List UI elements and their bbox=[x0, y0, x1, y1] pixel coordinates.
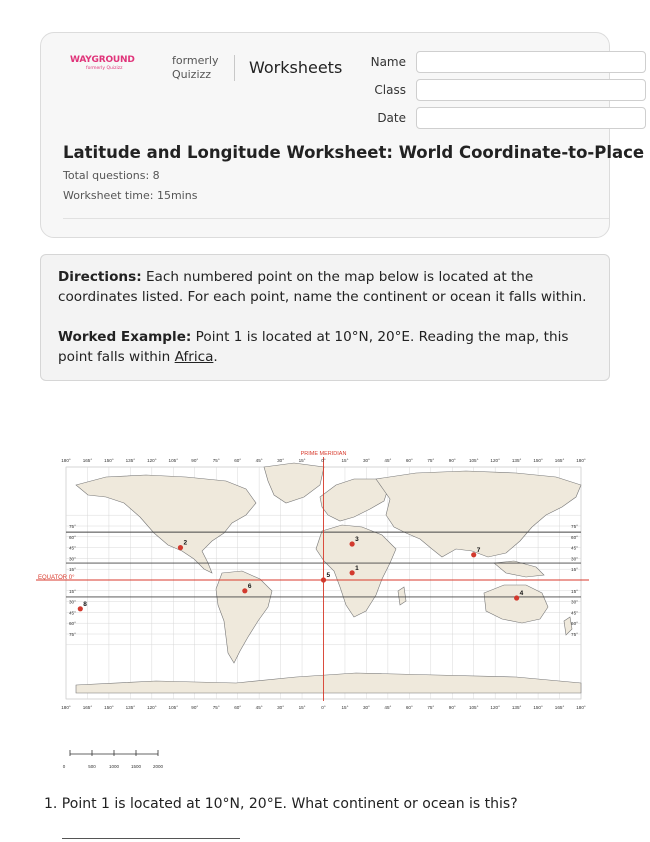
latitude-tick-label-right: 45° bbox=[571, 610, 578, 616]
longitude-tick-label-top: 150° bbox=[104, 458, 114, 463]
latitude-tick-label-right: 45° bbox=[571, 545, 578, 551]
longitude-tick-label-top: 0° bbox=[321, 458, 326, 463]
longitude-tick-label-bottom: 75° bbox=[212, 705, 220, 710]
longitude-tick-label-bottom: 150° bbox=[533, 705, 543, 710]
longitude-tick-label-bottom: 105° bbox=[168, 705, 179, 710]
longitude-tick-label-top: 150° bbox=[533, 458, 543, 463]
longitude-tick-label-bottom: 75° bbox=[427, 705, 435, 710]
map-point-6 bbox=[242, 588, 247, 593]
latitude-tick-label-left: 60° bbox=[69, 534, 76, 540]
longitude-tick-label-top: 120° bbox=[147, 458, 157, 463]
longitude-tick-label-bottom: 15° bbox=[298, 705, 306, 710]
latitude-tick-label-right: 30° bbox=[571, 599, 578, 605]
worked-example-paragraph bbox=[58, 327, 592, 367]
formerly-line1: formerly bbox=[172, 54, 219, 67]
longitude-tick-label-top: 90° bbox=[448, 458, 456, 463]
worksheet-title: Latitude and Longitude Worksheet: World Coordinate-to-Place bbox=[63, 143, 645, 162]
longitude-tick-label-bottom: 15° bbox=[341, 705, 349, 710]
longitude-tick-label-bottom: 165° bbox=[82, 705, 93, 710]
longitude-tick-label-top: 45° bbox=[384, 458, 392, 463]
map-point-label-3: 3 bbox=[355, 536, 359, 543]
latitude-tick-label-left: 30° bbox=[69, 556, 76, 562]
latitude-tick-label-right: 30° bbox=[571, 556, 578, 562]
longitude-tick-label-top: 165° bbox=[82, 458, 93, 463]
longitude-tick-label-top: 105° bbox=[168, 458, 179, 463]
equator-label: EQUATOR 0° bbox=[38, 575, 75, 581]
map-point-2 bbox=[178, 545, 183, 550]
map-point-7 bbox=[471, 552, 476, 557]
name-field[interactable] bbox=[416, 51, 646, 73]
directions-text: Each numbered point on the map below is located at the coordinates listed. For each point, name the continent or ocean it falls within. bbox=[58, 269, 587, 305]
map-point-5 bbox=[321, 577, 326, 582]
scale-bar-label: 0 bbox=[62, 764, 66, 769]
longitude-tick-label-top: 135° bbox=[125, 458, 136, 463]
longitude-tick-label-top: 30° bbox=[277, 458, 285, 463]
longitude-tick-label-bottom: 45° bbox=[384, 705, 392, 710]
worksheet-header bbox=[40, 32, 645, 238]
latitude-tick-label-right: 15° bbox=[571, 588, 578, 594]
world-map bbox=[36, 445, 596, 720]
latitude-tick-label-left: 45° bbox=[69, 545, 76, 551]
longitude-tick-label-bottom: 30° bbox=[362, 705, 370, 710]
map-point-3 bbox=[350, 541, 355, 546]
longitude-tick-label-top: 180° bbox=[61, 458, 71, 463]
longitude-tick-label-top: 75° bbox=[212, 458, 220, 463]
longitude-tick-label-bottom: 0° bbox=[321, 705, 326, 710]
latitude-tick-label-left: 30° bbox=[69, 599, 76, 605]
map-point-label-6: 6 bbox=[247, 582, 252, 590]
longitude-tick-label-top: 165° bbox=[554, 458, 565, 463]
longitude-tick-label-bottom: 180° bbox=[576, 705, 586, 710]
longitude-tick-label-top: 75° bbox=[427, 458, 435, 463]
longitude-tick-label-bottom: 120° bbox=[490, 705, 500, 710]
longitude-tick-label-top: 135° bbox=[511, 458, 522, 463]
latitude-tick-label-right: 60° bbox=[571, 621, 578, 627]
directions-box bbox=[40, 254, 610, 381]
latitude-tick-label-left: 75° bbox=[69, 632, 76, 637]
worked-example-label: Worked Example: bbox=[58, 329, 192, 345]
latitude-tick-label-left: 15° bbox=[69, 567, 76, 573]
logo-subtext: formerly Quizizz bbox=[86, 66, 123, 71]
longitude-tick-label-bottom: 165° bbox=[554, 705, 565, 710]
longitude-tick-label-top: 60° bbox=[234, 458, 242, 463]
question-1: 1. Point 1 is located at 10°N, 20°E. What continent or ocean is this? bbox=[44, 796, 518, 812]
scale-bar-label: 1000 bbox=[108, 764, 120, 769]
latitude-tick-label-right: 15° bbox=[571, 567, 578, 573]
class-field[interactable] bbox=[416, 79, 646, 101]
header-divider bbox=[234, 55, 235, 81]
class-label: Class bbox=[374, 83, 406, 97]
latitude-tick-label-left: 75° bbox=[69, 524, 76, 529]
longitude-tick-label-top: 120° bbox=[490, 458, 500, 463]
longitude-tick-label-top: 15° bbox=[298, 458, 306, 463]
date-field[interactable] bbox=[416, 107, 646, 129]
longitude-tick-label-top: 105° bbox=[468, 458, 479, 463]
scale-bar-label: 2000 bbox=[152, 764, 164, 769]
longitude-tick-label-bottom: 60° bbox=[405, 705, 413, 710]
worked-example-end: . bbox=[213, 349, 218, 365]
scale-bar-label: 1500 bbox=[130, 764, 142, 769]
longitude-tick-label-bottom: 120° bbox=[147, 705, 157, 710]
latitude-tick-label-left: 45° bbox=[69, 610, 76, 616]
longitude-tick-label-top: 60° bbox=[405, 458, 413, 463]
map-point-label-1: 1 bbox=[355, 564, 359, 572]
latitude-tick-label-right: 60° bbox=[571, 534, 578, 540]
longitude-tick-label-top: 15° bbox=[341, 458, 349, 463]
date-label: Date bbox=[377, 111, 406, 125]
name-label: Name bbox=[370, 55, 406, 69]
longitude-tick-label-bottom: 105° bbox=[468, 705, 479, 710]
formerly-line2: Quizizz bbox=[172, 68, 212, 81]
map-point-label-5: 5 bbox=[326, 572, 331, 579]
map-point-1 bbox=[350, 570, 355, 575]
header-rule bbox=[63, 218, 609, 219]
latitude-tick-label-right: 75° bbox=[571, 632, 578, 637]
longitude-tick-label-bottom: 90° bbox=[448, 705, 456, 710]
latitude-tick-label-left: 15° bbox=[69, 588, 76, 594]
worksheets-label: Worksheets bbox=[249, 58, 343, 77]
scale-bar bbox=[60, 748, 170, 772]
logo-text: WAYGROUND bbox=[70, 55, 135, 65]
map-point-label-4: 4 bbox=[519, 590, 524, 597]
map-point-4 bbox=[514, 595, 519, 600]
longitude-tick-label-bottom: 30° bbox=[277, 705, 285, 710]
longitude-tick-label-top: 90° bbox=[191, 458, 199, 463]
directions-paragraph bbox=[58, 267, 592, 307]
prime-meridian-label: PRIME MERIDIAN bbox=[300, 451, 347, 457]
worksheet-time: Worksheet time: 15mins bbox=[63, 189, 198, 202]
longitude-tick-label-bottom: 45° bbox=[255, 705, 263, 710]
longitude-tick-label-bottom: 90° bbox=[191, 705, 199, 710]
answer-line-1[interactable] bbox=[62, 838, 240, 839]
longitude-tick-label-top: 30° bbox=[362, 458, 370, 463]
longitude-tick-label-top: 180° bbox=[576, 458, 586, 463]
longitude-tick-label-bottom: 135° bbox=[125, 705, 136, 710]
formerly-quizizz bbox=[172, 54, 219, 82]
longitude-tick-label-top: 45° bbox=[255, 458, 263, 463]
longitude-tick-label-bottom: 150° bbox=[104, 705, 114, 710]
world-map-figure bbox=[36, 445, 596, 720]
latitude-tick-label-left: 60° bbox=[69, 621, 76, 627]
longitude-tick-label-bottom: 60° bbox=[234, 705, 242, 710]
directions-label: Directions: bbox=[58, 269, 142, 285]
worked-example-answer: Africa bbox=[174, 349, 214, 365]
map-point-label-2: 2 bbox=[183, 539, 188, 547]
scale-bar-label: 500 bbox=[88, 764, 96, 769]
longitude-tick-label-bottom: 180° bbox=[61, 705, 71, 710]
total-questions: Total questions: 8 bbox=[63, 169, 160, 182]
map-point-label-8: 8 bbox=[83, 600, 87, 608]
map-point-label-7: 7 bbox=[476, 546, 481, 554]
longitude-tick-label-bottom: 135° bbox=[511, 705, 522, 710]
map-point-8 bbox=[78, 606, 83, 611]
wayground-logo bbox=[68, 55, 135, 71]
worked-example-text: Point 1 is located at 10°N, 20°E. Reading the map, this point falls within bbox=[58, 329, 569, 365]
latitude-tick-label-right: 75° bbox=[571, 524, 578, 529]
